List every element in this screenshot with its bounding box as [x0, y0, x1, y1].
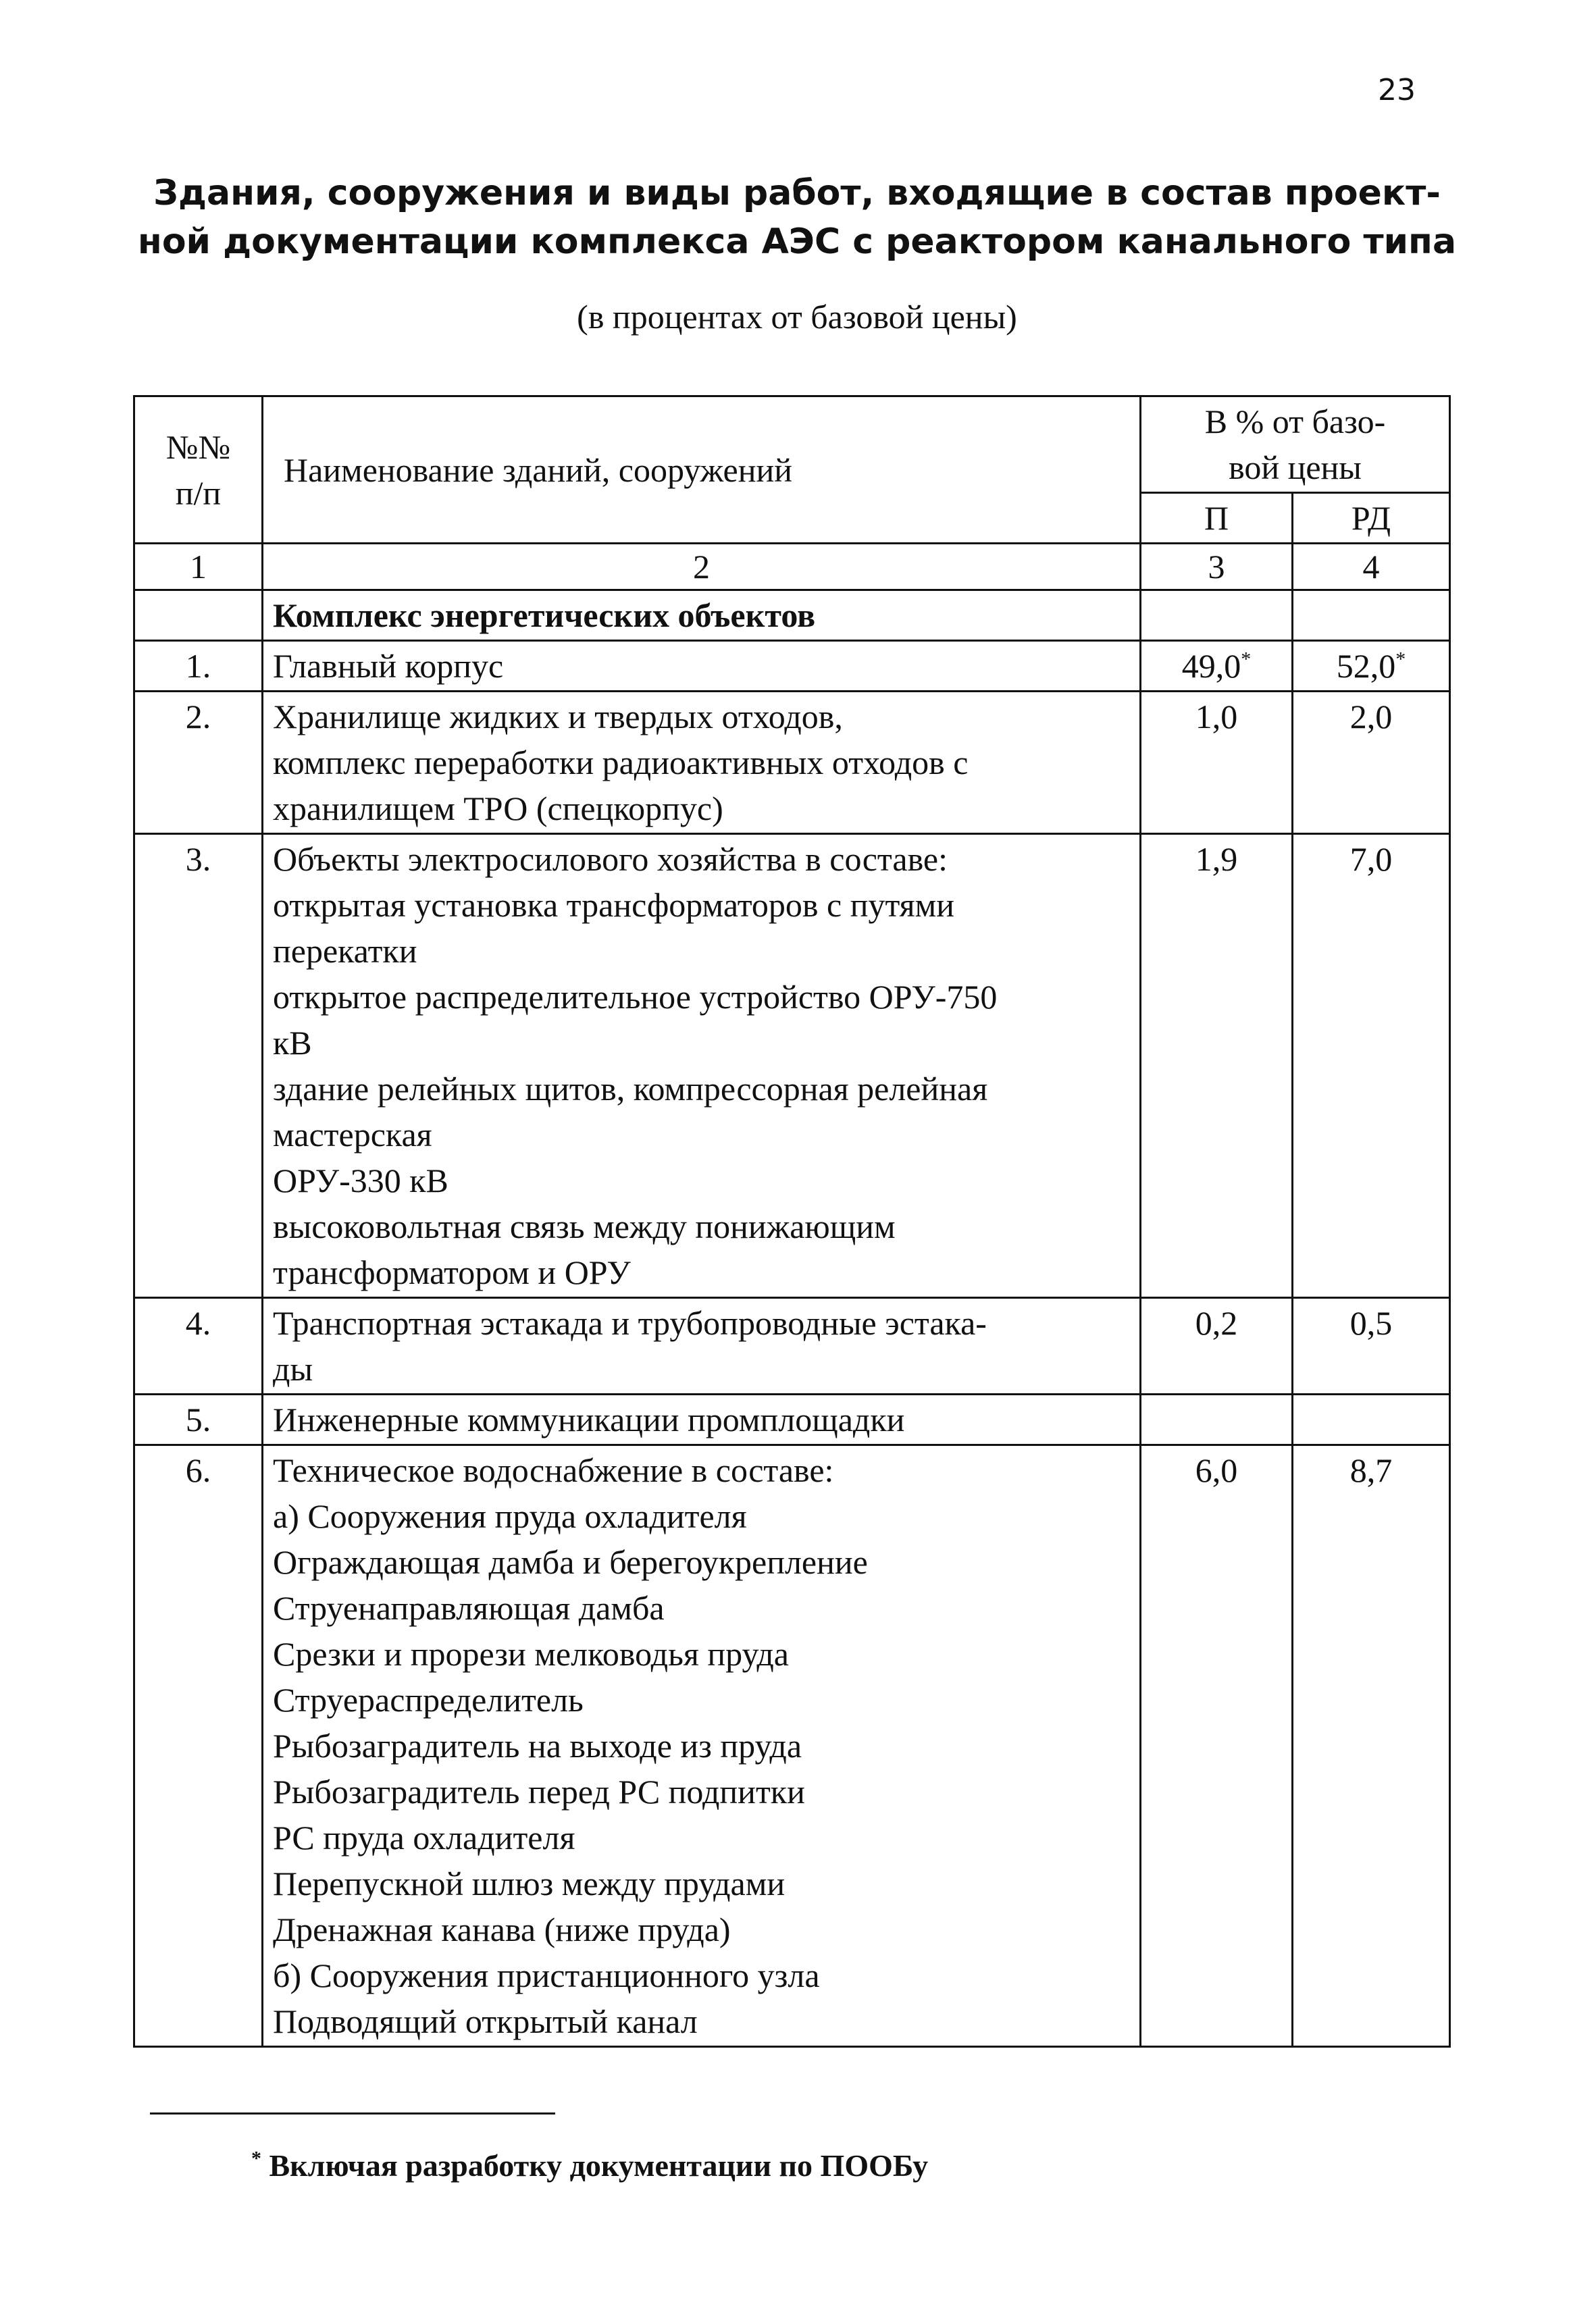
row-name-line: б) Сооружения пристанционного узла	[273, 1956, 820, 1994]
row-p-value: 1,0	[1195, 698, 1238, 735]
table-row	[134, 692, 1450, 834]
row-name-line: здание релейных щитов, компрессорная релейная	[273, 1070, 988, 1108]
document-title	[128, 169, 1466, 266]
row-name-line: высоковольтная связь между понижающим	[273, 1208, 896, 1245]
header-percent-cell	[1141, 396, 1450, 493]
row-rd-value: 0,5	[1349, 1304, 1393, 1342]
column-number: 4	[1293, 544, 1450, 590]
column-numbers-row	[134, 544, 1450, 590]
row-name-line: хранилищем ТРО (спецкорпус)	[273, 789, 723, 827]
row-name-line: открытое распределительное устройство ОРУ-750	[273, 978, 998, 1016]
row-name-line: трансформатором и ОРУ	[273, 1253, 631, 1291]
footnote-divider	[150, 2112, 555, 2115]
row-name-cell	[263, 1445, 1141, 2047]
row-number-cell: 2.	[134, 692, 263, 834]
section-row	[134, 590, 1450, 641]
row-rd-value-cell	[1293, 1445, 1450, 2047]
column-number: 1	[134, 544, 263, 590]
header-rd-cell: РД	[1293, 493, 1450, 544]
row-name-line: Струераспределитель	[273, 1681, 584, 1719]
row-p-value: 49,0	[1181, 647, 1241, 685]
row-p-value-cell	[1141, 834, 1293, 1298]
row-name-line: Перепускной шлюз между прудами	[273, 1865, 786, 1902]
row-p-value: 0,2	[1195, 1304, 1238, 1342]
page-number: 23	[1378, 73, 1416, 107]
row-name-cell	[263, 1298, 1141, 1395]
row-name-cell	[263, 692, 1141, 834]
row-name-line: ды	[273, 1350, 313, 1388]
row-name-line: Рыбозаградитель перед РС подпитки	[273, 1773, 805, 1811]
row-name-line: Главный корпус	[273, 647, 504, 685]
row-rd-value-cell	[1293, 834, 1450, 1298]
column-number: 3	[1141, 544, 1293, 590]
row-p-value-cell	[1141, 1445, 1293, 2047]
row-name-line: комплекс переработки радиоактивных отходов с	[273, 744, 969, 781]
footnote-marker: *	[1241, 648, 1252, 671]
row-rd-value: 52,0	[1336, 647, 1396, 685]
row-name-line: ОРУ-330 кВ	[273, 1162, 448, 1199]
row-name-cell	[263, 641, 1141, 692]
row-name-line: Ограждающая дамба и берегоукрепление	[273, 1543, 868, 1581]
row-name-line: Инженерные коммуникации промплощадки	[273, 1401, 905, 1438]
footnote-marker: *	[1395, 648, 1406, 671]
footnote	[251, 2148, 928, 2183]
row-name-line: Струенаправляющая дамба	[273, 1589, 665, 1627]
row-rd-value: 2,0	[1349, 698, 1393, 735]
footnote-text: Включая разработку документации по ПООБу	[269, 2148, 929, 2183]
cost-share-table	[133, 395, 1451, 2048]
header-percent-line: В % от базо-	[1204, 403, 1386, 440]
table-header	[134, 396, 1450, 641]
header-p-cell: П	[1141, 493, 1293, 544]
footnote-marker: *	[251, 2147, 261, 2170]
row-name-line: РС пруда охладителя	[273, 1819, 575, 1857]
row-number-cell: 5.	[134, 1395, 263, 1445]
row-name-line: открытая установка трансформаторов с путями	[273, 886, 955, 924]
row-p-value: 6,0	[1195, 1451, 1238, 1489]
row-name-line: а) Сооружения пруда охладителя	[273, 1497, 747, 1535]
row-name-line: Подводящий открытый канал	[273, 2002, 698, 2040]
row-name-line: Транспортная эстакада и трубопроводные эстака-	[273, 1304, 987, 1342]
row-rd-value-cell	[1293, 692, 1450, 834]
row-name-cell	[263, 1395, 1141, 1445]
section-title: Комплекс энергетических объектов	[263, 590, 1141, 641]
row-rd-value-cell	[1293, 1298, 1450, 1395]
table-row	[134, 1395, 1450, 1445]
table-row	[134, 641, 1450, 692]
row-rd-value: 8,7	[1349, 1451, 1393, 1489]
row-rd-value-cell	[1293, 641, 1450, 692]
row-name-line: Объекты электросилового хозяйства в составе:	[273, 840, 948, 878]
row-p-value-cell	[1141, 1395, 1293, 1445]
header-number-cell	[134, 396, 263, 544]
document-subtitle: (в процентах от базовой цены)	[577, 298, 1017, 336]
row-name-line: мастерская	[273, 1116, 432, 1153]
row-name-line: перекатки	[273, 932, 417, 970]
row-rd-value: 7,0	[1349, 840, 1393, 878]
header-percent-line: вой цены	[1229, 448, 1362, 486]
row-name-line: кВ	[273, 1024, 312, 1062]
header-number-line: №№	[165, 427, 231, 466]
row-number-cell: 4.	[134, 1298, 263, 1395]
header-name-cell: Наименование зданий, сооружений	[263, 396, 1141, 544]
row-p-value-cell	[1141, 692, 1293, 834]
row-p-value-cell	[1141, 1298, 1293, 1395]
row-number-cell: 6.	[134, 1445, 263, 2047]
title-line: Здания, сооружения и виды работ, входящие в состав проект-	[153, 173, 1441, 213]
title-line: ной документации комплекса АЭС с реактором канального типа	[137, 222, 1457, 262]
row-name-line: Хранилище жидких и твердых отходов,	[273, 698, 843, 735]
row-name-line: Техническое водоснабжение в составе:	[273, 1451, 834, 1489]
row-name-line: Рыбозаградитель на выходе из пруда	[273, 1727, 802, 1765]
row-name-line: Дренажная канава (ниже пруда)	[273, 1911, 731, 1948]
table-row	[134, 1445, 1450, 2047]
table-row	[134, 1298, 1450, 1395]
table-row	[134, 834, 1450, 1298]
row-name-line: Срезки и прорези мелководья пруда	[273, 1635, 789, 1673]
row-number-cell: 3.	[134, 834, 263, 1298]
header-number-line: п/п	[175, 473, 222, 512]
row-p-value: 1,9	[1195, 840, 1238, 878]
row-number-cell: 1.	[134, 641, 263, 692]
column-number: 2	[263, 544, 1141, 590]
row-p-value-cell	[1141, 641, 1293, 692]
row-name-cell	[263, 834, 1141, 1298]
table-body	[134, 641, 1450, 2047]
row-rd-value-cell	[1293, 1395, 1450, 1445]
